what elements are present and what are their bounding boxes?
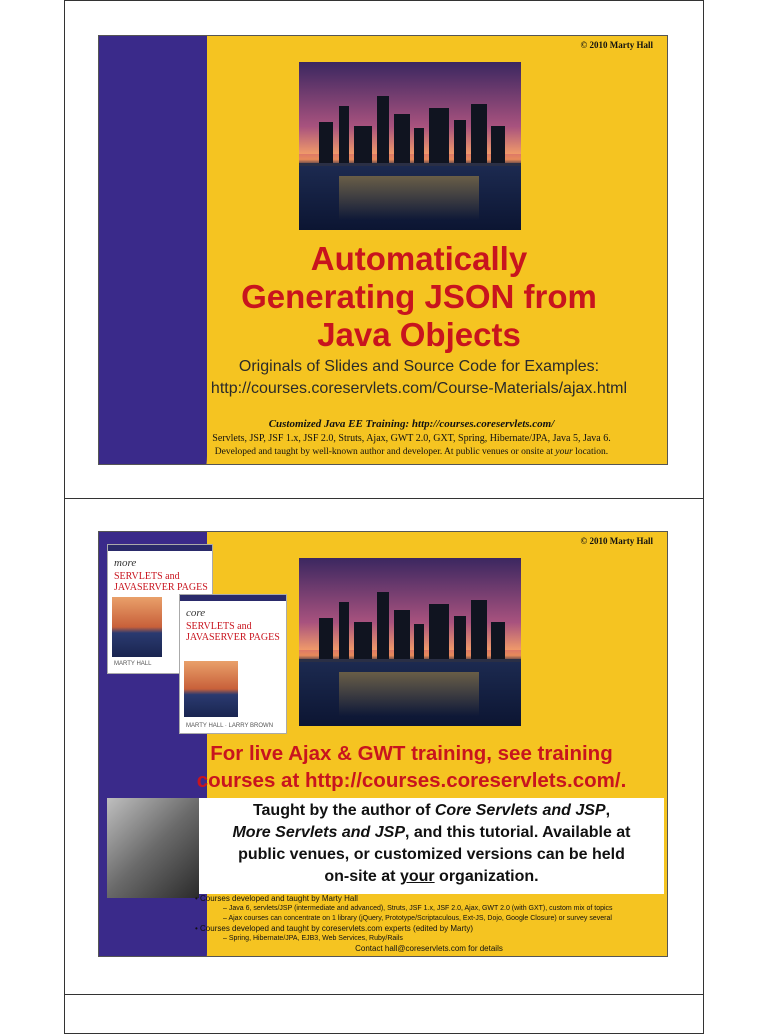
title-line-1: Automatically [310,240,528,277]
slide-title [199,240,639,354]
book-cover-core-servlets: core SERVLETS and JAVASERVER PAGES MARTY HALL · LARRY BROWN [179,594,287,734]
slide-1 [98,35,668,465]
purple-curve [127,35,207,465]
taught-by-box [199,798,664,894]
training-line: Customized Java EE Training: http://courses.coreservlets.com/ [268,418,555,430]
page-frame-3 [64,994,704,1034]
title-line-3: Java Objects [317,316,521,353]
bullet-ajax-topics: – Ajax courses can concentrate on 1 library (jQuery, Prototype/Scriptaculous, Ext-JS, Dojo, Google Closure) or survey several [223,915,612,922]
author-photo [107,798,199,898]
taught-line-2: More Servlets and JSP, and this tutorial. Available at [232,824,631,841]
subtitle [189,356,649,400]
city-skyline-photo [299,558,521,726]
taught-line-3: public venues, or customized versions can be held [238,846,625,863]
contact-line: Contact hall@coreservlets.com for details [355,944,503,953]
slide-2 [98,531,668,957]
topics-line: Servlets, JSP, JSF 1.x, JSF 2.0, Struts, Ajax, GWT 2.0, GXT, Spring, Hibernate/JPA, Java 5, Java 6. [212,433,611,444]
headline-line-1: For live Ajax & GWT training, see training [210,742,613,765]
taught-line-1: Taught by the author of Core Servlets and JSP, [252,802,611,819]
book-cover-more-servlets: more SERVLETS and JAVASERVER PAGES MARTY HALL [107,544,213,674]
taught-line-4: on-site at your organization. [324,868,539,885]
title-line-2: Generating JSON from [241,278,597,315]
live-training-headline [159,740,664,794]
headline-line-2: courses at http://courses.coreservlets.com/. [196,769,627,792]
bullet-experts-topics: – Spring, Hibernate/JPA, EJB3, Web Services, Ruby/Rails [223,935,403,942]
city-skyline-photo [299,62,521,230]
developed-line: Developed and taught by well-known author and developer. At public venues or onsite at your location. [214,447,609,457]
bullet-java-topics: – Java 6, servlets/JSP (intermediate and advanced), Struts, JSF 1.x, JSF 2.0, Ajax, GWT 2.0 (with GXT), custom mix of topics [223,905,613,912]
bullet-experts: • Courses developed and taught by coreservlets.com experts (edited by Marty) [195,924,474,933]
course-bullets [195,894,663,954]
copyright: © 2010 Marty Hall [580,536,653,546]
subtitle-line-2: http://courses.coreservlets.com/Course-Materials/ajax.html [210,380,628,397]
copyright: © 2010 Marty Hall [580,40,653,50]
bullet-marty-hall: • Courses developed and taught by Marty Hall [195,894,358,903]
subtitle-line-1: Originals of Slides and Source Code for Examples: [238,358,600,375]
